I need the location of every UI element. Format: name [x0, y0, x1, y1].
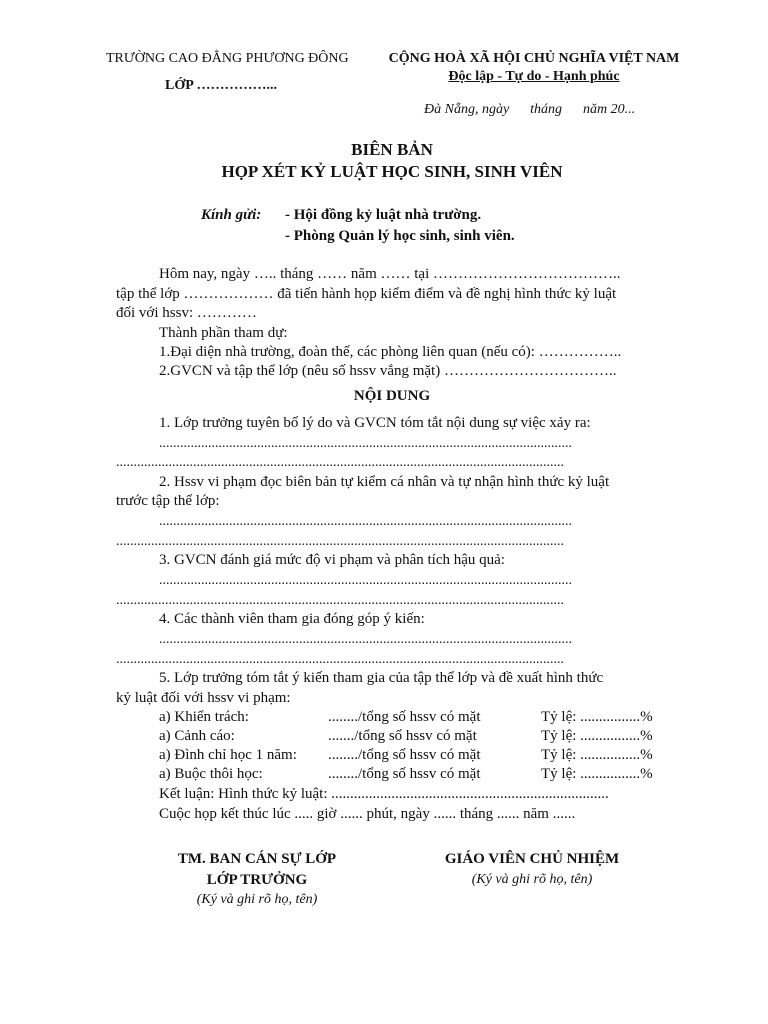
discipline-ratio: Tỷ lệ: ................%: [541, 728, 653, 744]
item-1: 1. Lớp trưởng tuyên bố lý do và GVCN tóm tắt nội dung sự việc xảy ra:: [159, 415, 591, 431]
signature-left-note: (Ký và ghi rõ họ, tên): [196, 892, 318, 907]
intro-line-1: Hôm nay, ngày ….. tháng …… năm …… tại ………………………………..: [159, 266, 621, 282]
content-heading: NỘI DUNG: [353, 388, 431, 404]
doc-title-1: BIÊN BẢN: [351, 140, 433, 159]
item-4: 4. Các thành viên tham gia đóng góp ý kiến:: [159, 611, 425, 627]
school-name: TRƯỜNG CAO ĐẲNG PHƯƠNG ĐÔNG: [106, 51, 349, 66]
participant-2: 2.GVCN và tập thể lớp (nêu số hssv vắng mặt) ……………………………..: [159, 363, 617, 379]
discipline-label: a) Buộc thôi học:: [159, 766, 263, 782]
recipient-1: - Hội đồng kỷ luật nhà trường.: [285, 207, 482, 223]
discipline-ratio: Tỷ lệ: ................%: [541, 766, 653, 782]
dots-line: ................................................................................................................................: [116, 455, 564, 470]
dots-line: ................................................................................................................................: [116, 593, 564, 608]
discipline-label: a) Đình chỉ học 1 năm:: [159, 747, 297, 763]
discipline-count: ......../tổng số hssv có mặt: [328, 747, 481, 763]
dots-line: ......................................................................................................................: [159, 514, 572, 529]
class-line: LỚP ……………...: [165, 78, 278, 93]
dots-line: ................................................................................................................................: [116, 652, 564, 667]
country-name: CỘNG HOÀ XÃ HỘI CHỦ NGHĨA VIỆT NAM: [388, 51, 680, 66]
signature-right-note: (Ký và ghi rõ họ, tên): [471, 872, 593, 887]
item-5-line-2: kỷ luật đối với hssv vi phạm:: [116, 690, 291, 706]
participants-label: Thành phần tham dự:: [159, 325, 288, 341]
item-2-line-1: 2. Hssv vi phạm đọc biên bản tự kiểm cá nhân và tự nhận hình thức kỷ luật: [159, 474, 610, 490]
item-5-line-1: 5. Lớp trưởng tóm tắt ý kiến tham gia của tập thể lớp và đề xuất hình thức: [159, 670, 604, 686]
place-date: Đà Nẵng, ngày tháng năm 20...: [424, 102, 636, 117]
discipline-label: a) Khiển trách:: [159, 709, 249, 725]
discipline-count: ......./tổng số hssv có mặt: [328, 728, 477, 744]
signature-left-title-2: LỚP TRƯỞNG: [206, 872, 308, 888]
intro-line-3: đối với hssv: …………: [116, 305, 257, 321]
dots-line: ......................................................................................................................: [159, 632, 572, 647]
motto: Độc lập - Tự do - Hạnh phúc: [448, 69, 620, 84]
discipline-ratio: Tỷ lệ: ................%: [541, 747, 653, 763]
recipient-label: Kính gửi:: [201, 207, 262, 223]
intro-line-2: tập thể lớp ……………… đã tiến hành họp kiểm điểm và đề nghị hình thức kỷ luật: [116, 286, 617, 302]
doc-title-2: HỌP XÉT KỶ LUẬT HỌC SINH, SINH VIÊN: [221, 162, 563, 181]
item-2-line-2: trước tập thể lớp:: [116, 493, 220, 509]
dots-line: ................................................................................................................................: [116, 534, 564, 549]
conclusion-line: Kết luận: Hình thức kỷ luật: ..........................................................................: [159, 786, 609, 802]
recipient-2: - Phòng Quản lý học sinh, sinh viên.: [285, 228, 515, 244]
signature-right-title: GIÁO VIÊN CHỦ NHIỆM: [444, 851, 620, 867]
participant-1: 1.Đại diện nhà trường, đoàn thể, các phòng liên quan (nếu có): ……………..: [159, 344, 622, 360]
item-3: 3. GVCN đánh giá mức độ vi phạm và phân tích hậu quả:: [159, 552, 505, 568]
signature-left-title-1: TM. BAN CÁN SỰ LỚP: [177, 851, 337, 867]
dots-line: ......................................................................................................................: [159, 573, 572, 588]
meeting-end-line: Cuộc họp kết thúc lúc ..... giờ ...... phút, ngày ...... tháng ...... năm ......: [159, 806, 576, 822]
discipline-count: ......../tổng số hssv có mặt: [328, 766, 481, 782]
discipline-count: ......../tổng số hssv có mặt: [328, 709, 481, 725]
dots-line: ......................................................................................................................: [159, 436, 572, 451]
discipline-ratio: Tỷ lệ: ................%: [541, 709, 653, 725]
discipline-label: a) Cảnh cáo:: [159, 728, 235, 744]
